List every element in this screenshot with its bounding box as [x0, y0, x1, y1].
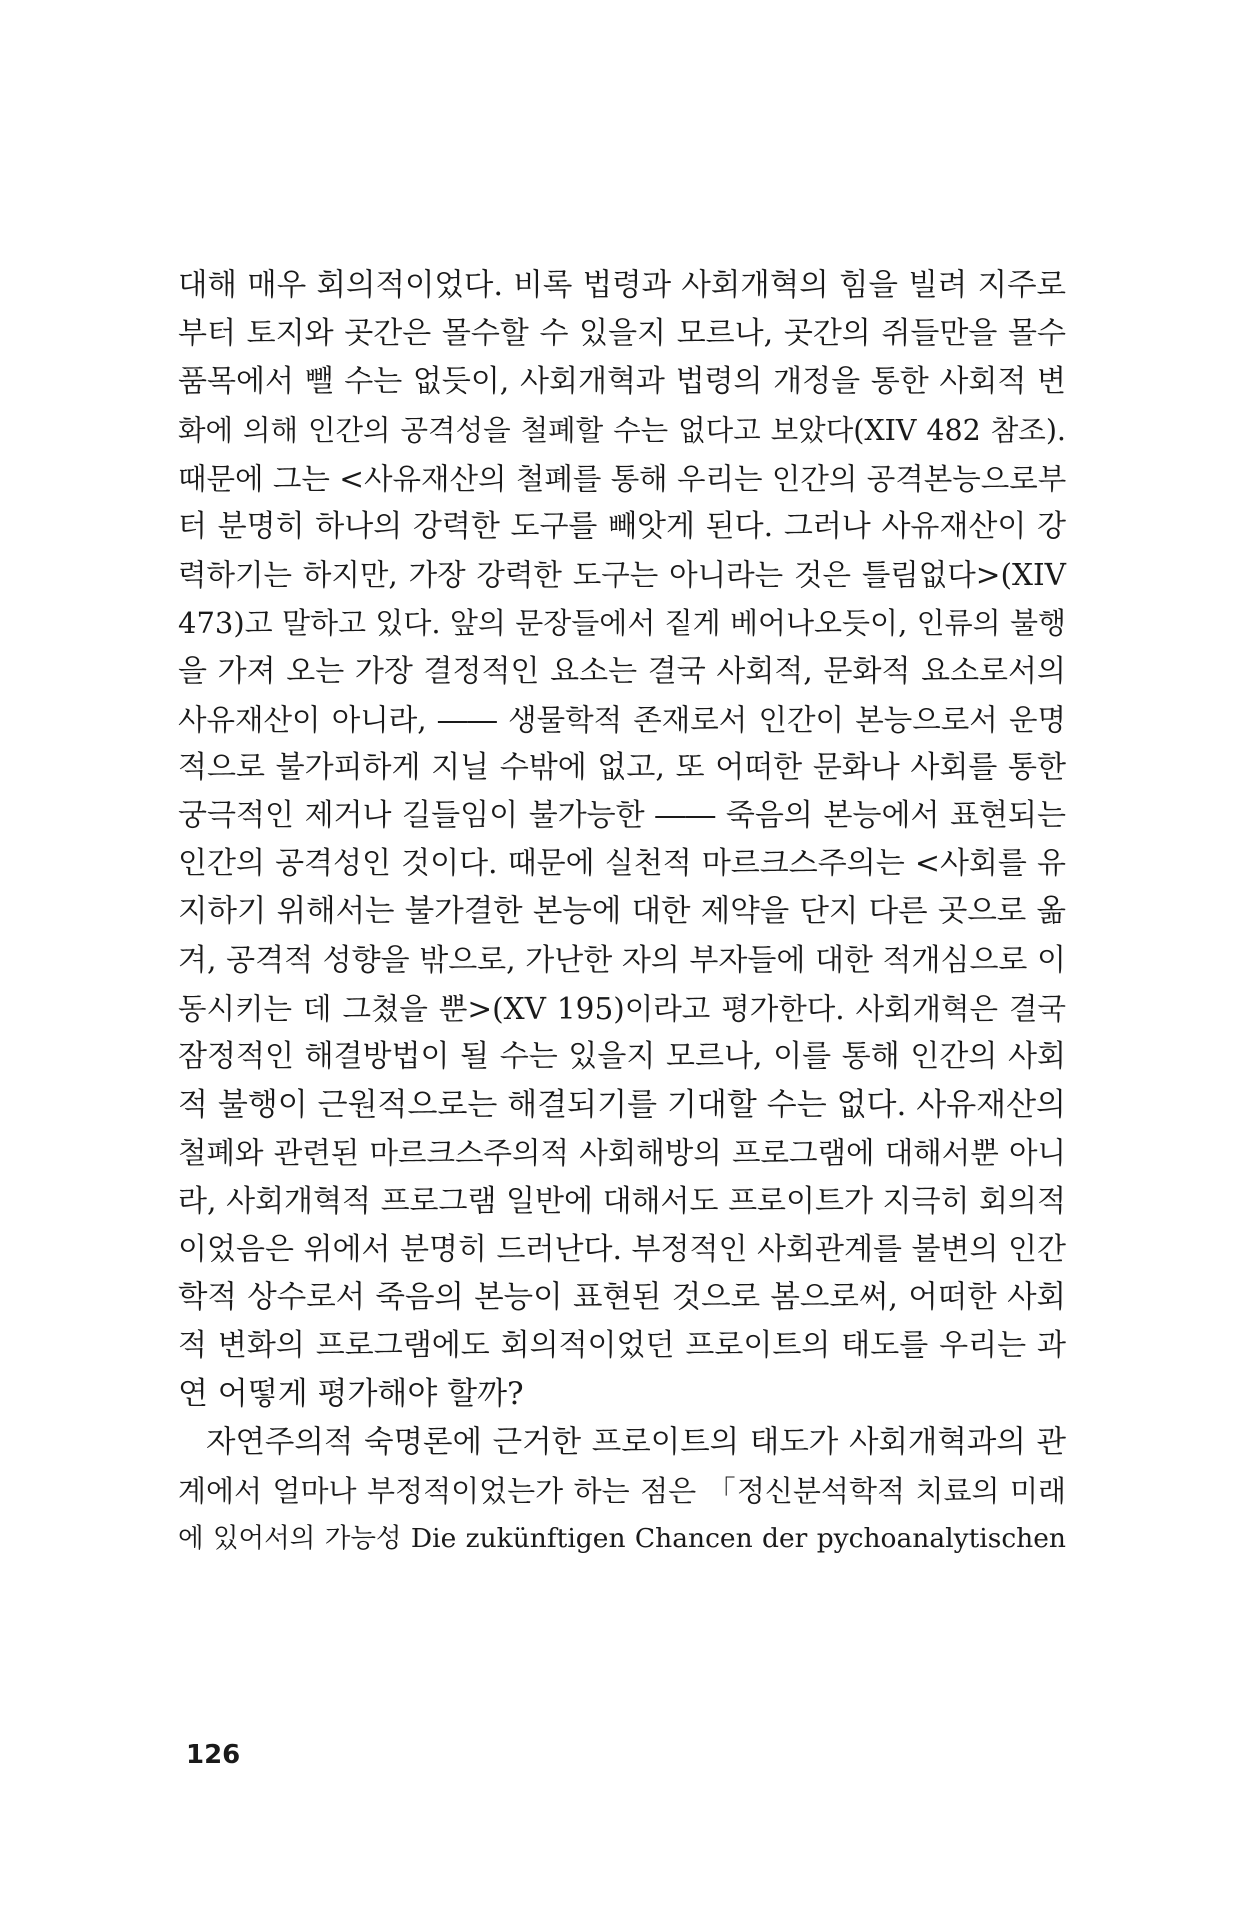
- text-line: 력하기는 하지만, 가장 강력한 도구는 아니라는 것은 틀림없다>(XIV: [178, 558, 1066, 593]
- text-line: 품목에서 뺄 수는 없듯이, 사회개혁과 법령의 개정을 통한 사회적 변: [178, 364, 1066, 400]
- text-line: 동시키는 데 그쳤을 뿐>(XV 195)이라고 평가한다. 사회개혁은 결국: [178, 991, 1066, 1026]
- text-line: 부터 토지와 곳간은 몰수할 수 있을지 모르나, 곳간의 쥐들만을 몰수: [178, 316, 1066, 352]
- text-line: 대해 매우 회의적이었다. 비록 법령과 사회개혁의 힘을 빌려 지주로: [178, 268, 1066, 303]
- text-line: 계에서 얼마나 부정적이었는가 하는 점은 「정신분석학적 치료의 미래: [178, 1473, 1066, 1508]
- text-line: 473)고 말하고 있다. 앞의 문장들에서 짙게 베어나오듯이, 인류의 불행: [178, 606, 1066, 641]
- text-line: 라, 사회개혁적 프로그램 일반에 대해서도 프로이트가 지극히 회의적: [178, 1183, 1066, 1219]
- text-line: 지하기 위해서는 불가결한 본능에 대한 제약을 단지 다른 곳으로 옮: [178, 894, 1066, 930]
- text-line: 철폐와 관련된 마르크스주의적 사회해방의 프로그램에 대해서뿐 아니: [178, 1136, 1066, 1171]
- text-line: 때문에 그는 <사유재산의 철폐를 통해 우리는 인간의 공격본능으로부: [178, 461, 1067, 496]
- text-line: 적 변화의 프로그램에도 회의적이었던 프로이트의 태도를 우리는 과: [178, 1328, 1066, 1364]
- text-line: 을 가져 오는 가장 결정적인 요소는 결국 사회적, 문화적 요소로서의: [178, 653, 1066, 689]
- text-line: 잠정적인 해결방법이 될 수는 있을지 모르나, 이를 통해 인간의 사회: [178, 1039, 1066, 1074]
- paragraph-start-line: 자연주의적 숙명론에 근거한 프로이트의 태도가 사회개혁과의 관: [206, 1424, 1066, 1460]
- text-line: 터 분명히 하나의 강력한 도구를 빼앗게 된다. 그러나 사유재산이 강: [178, 508, 1066, 544]
- text-line: 인간의 공격성인 것이다. 때문에 실천적 마르크스주의는 <사회를 유: [178, 846, 1066, 882]
- page-number: 126: [186, 1740, 241, 1770]
- text-line: 에 있어서의 가능성 Die zukünftigen Chancen der pychoanalytischen: [178, 1522, 1066, 1554]
- text-line: 화에 의해 인간의 공격성을 철폐할 수는 없다고 보았다(XIV 482 참조).: [178, 413, 1066, 447]
- text-line: 이었음은 위에서 분명히 드러난다. 부정적인 사회관계를 불변의 인간: [178, 1231, 1066, 1267]
- paragraph-end-line: 연 어떻게 평가해야 할까?: [178, 1376, 524, 1413]
- body-text: [178, 262, 1066, 1563]
- text-line: 학적 상수로서 죽음의 본능이 표현된 것으로 봄으로써, 어떠한 사회: [178, 1279, 1066, 1315]
- text-line: 궁극적인 제거나 길들임이 불가능한 ―― 죽음의 본능에서 표현되는: [178, 798, 1066, 834]
- text-line: 적 불행이 근원적으로는 해결되기를 기대할 수는 없다. 사유재산의: [178, 1087, 1066, 1124]
- text-line: 적으로 불가피하게 지닐 수밖에 없고, 또 어떠한 문화나 사회를 통한: [178, 749, 1066, 785]
- text-line: 겨, 공격적 성향을 밖으로, 가난한 자의 부자들에 대한 적개심으로 이: [178, 942, 1066, 978]
- text-line: 사유재산이 아니라, ―― 생물학적 존재로서 인간이 본능으로서 운명: [178, 702, 1066, 737]
